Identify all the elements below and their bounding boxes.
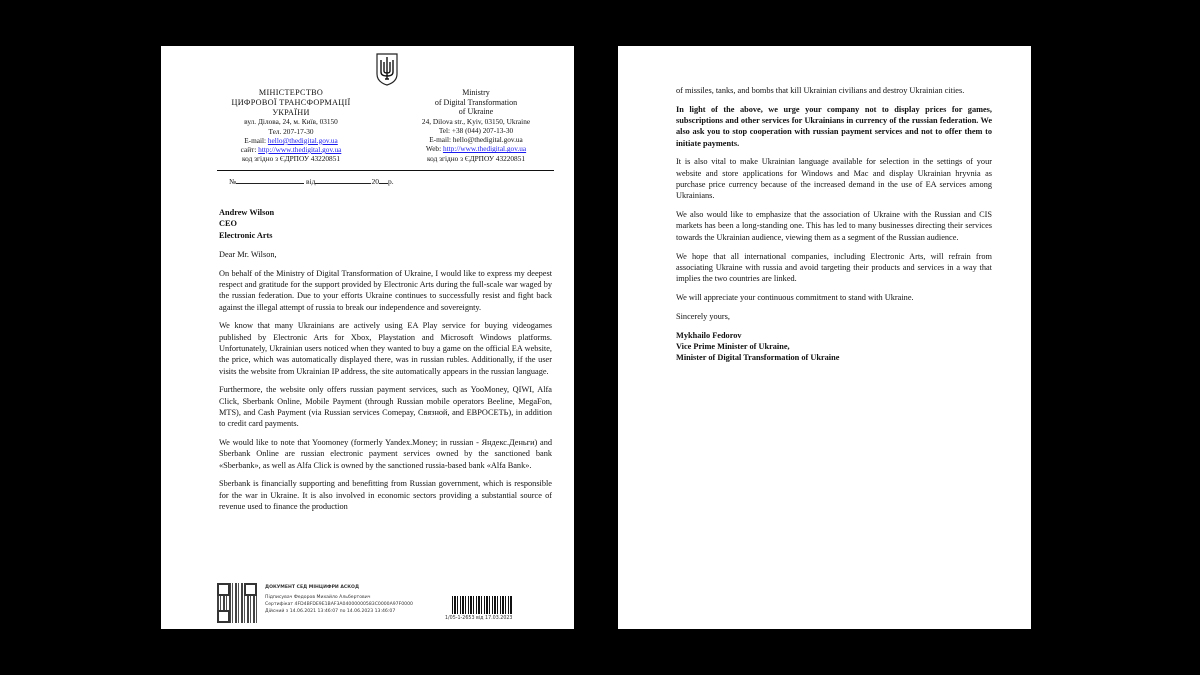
paragraph: We would like to note that Yoomoney (formerly Yandex.Money; in russian - Яндекс.Деньги) and Sberbank Online are russian electronic payment services owned by the sanctioned bank «Sberbank», as well as Alfa Click is owned by the sanctioned russia-based bank «Alfa Bank».: [219, 438, 552, 470]
signer-title: Minister of Digital Transformation of Ukraine: [676, 353, 840, 363]
year-suffix: р.: [387, 177, 394, 186]
org-name-line: МІНІСТЕРСТВО: [258, 88, 324, 97]
paragraph: We also would like to emphasize that the association of Ukraine with the Russian and CIS markets has been a long-standing one. This has led to many businesses directing their services towards the Ukrainian audience, viewing them as a segment of the Russian audience.: [676, 210, 992, 242]
org-name-line: of Ukraine: [458, 107, 494, 117]
email: E-mail: hello@thedigital.gov.ua: [429, 135, 523, 145]
letter-body: [219, 207, 552, 520]
recipient-block: [219, 207, 552, 241]
phone: Тел. 207-17-30: [268, 126, 314, 136]
address: 24, Dilova str., Kyiv, 03150, Ukraine: [421, 116, 531, 126]
qr-finder-mark: [244, 583, 257, 596]
website-link[interactable]: http://www.thedigital.gov.ua: [258, 145, 342, 154]
paragraph: of missiles, tanks, and bombs that kill Ukrainian civilians and destroy Ukrainian cities.: [676, 86, 965, 95]
paragraph: We know that many Ukrainians are actively using EA Play service for buying videogames published by Electronic Arts for Xbox, Playstation and Microsoft Windows platforms. Unfortunately, Ukrainian users noticed when they wanted to buy a game on the official EA website, the price, which was automatically displayed there, was in russian rubles. Additionally, if the user visits the website from Ukrainian IP address, the site automatically appears in the russian language.: [219, 321, 552, 376]
date-blank: [315, 176, 371, 184]
registration-number: 1/05-1-2653 від 17.03.2023: [445, 616, 513, 621]
letter-page-1: [161, 46, 574, 629]
address: вул. Ділова, 24, м. Київ, 03150: [244, 117, 338, 127]
bold-request-paragraph: In light of the above, we urge your company not to display prices for games, subscriptions and other services for Ukrainians in currency of the russian federation. We also ask you to stop cooperation with russian payment services and not to offer them to initiate payments.: [676, 104, 992, 148]
year-blank: [379, 176, 388, 184]
number-blank: [236, 176, 304, 184]
recipient-name: Andrew Wilson: [219, 208, 275, 217]
ukraine-trident-icon: [375, 52, 399, 86]
doc-system-title: ДОКУМЕНТ СЕД МІНЦИФРИ АСКОД: [265, 585, 360, 590]
salutation: Dear Mr. Wilson,: [219, 249, 277, 259]
edrpou-code: код згідно з ЄДРПОУ 43220851: [426, 153, 525, 163]
barcode-icon: [452, 596, 512, 614]
org-name-line: of Digital Transformation: [434, 97, 518, 107]
site-label: сайт:: [240, 145, 259, 154]
e-signature-footer: [217, 582, 557, 624]
from-label: від: [306, 177, 316, 186]
certificate: Сертифікат 4FD4BFDE9E1BAF3A04000000583C0000A97F0000: [265, 602, 413, 607]
org-name-line: УКРАЇНИ: [272, 107, 310, 117]
website-link[interactable]: http://www.thedigital.gov.ua: [442, 144, 527, 154]
org-name-line: Ministry: [462, 88, 490, 97]
registration-line: [229, 176, 394, 186]
signer: Підписувач Федоров Михайло Альбертович: [265, 595, 371, 600]
phone: Tel: +38 (044) 207-13-30: [438, 125, 514, 135]
paragraph: Sberbank is financially supporting and benefitting from Russian government, which is responsible for the war in Ukraine. It is also involved in economic sectors providing a substantial source of revenue used to finance the production: [219, 479, 552, 512]
site-label: Web:: [425, 144, 443, 154]
paragraph: On behalf of the Ministry of Digital Transformation of Ukraine, I would like to express my deepest respect and gratitude for the support provided by Electronic Arts during the full-scale war waged by the russian federation. Due to your efforts Ukraine continues to successfully resist and fight back against the illegal attempt of russia to break our independence and sovereignty.: [219, 268, 552, 312]
site-row: [201, 145, 381, 154]
org-name-line: ЦИФРОВОЇ ТРАНСФОРМАЦІЇ: [231, 97, 351, 107]
closing: Sincerely yours,: [676, 311, 730, 321]
validity: Дійсний з 14.06.2021 13:46:07 по 14.06.2023 13:46:07: [265, 609, 396, 614]
ministry-header-ukrainian: [201, 88, 381, 163]
email-row: [201, 136, 381, 145]
email-link[interactable]: hello@thedigital.gov.ua: [267, 135, 338, 145]
email-label: E-mail:: [244, 135, 268, 145]
signature-block: [676, 330, 992, 364]
year-prefix: 20: [371, 177, 379, 186]
number-label: №: [229, 177, 237, 186]
signature-info: [265, 584, 413, 615]
recipient-company: Electronic Arts: [219, 230, 273, 240]
paragraph: It is also vital to make Ukrainian language available for selection in the settings of your website and store applications for Windows and Mac and display Ukrainian hryvnia as purchase price currency because of the increased demand in the use of EA services among Ukrainians.: [676, 157, 992, 201]
edrpou-code: код згідно з ЄДРПОУ 43220851: [241, 154, 340, 164]
signer-title: Vice Prime Minister of Ukraine,: [676, 341, 790, 351]
letter-body-continued: [676, 85, 992, 371]
site-row: [401, 144, 551, 153]
qr-code-icon: [217, 583, 257, 623]
paragraph: Furthermore, the website only offers russian payment services, such as YooMoney, QIWI, Alfa Click, Sberbank Online, Mobile Payment (through Russian mobile operators Beeline, MegaFon, MTS), and Cash Payment (via Russian services Comepay, Связной, and ЕВРОСЕТЬ), in addition to credit card payments.: [219, 385, 552, 429]
recipient-title: CEO: [219, 219, 237, 229]
letter-page-2: [618, 46, 1031, 629]
paragraph: We hope that all international companies, including Electronic Arts, will refrain from associating Ukraine with russia and avoid targeting their products and services in a way that implies the two countries are linked.: [676, 251, 992, 284]
ministry-header-english: [401, 88, 551, 163]
paragraph: We will appreciate your continuous commitment to stand with Ukraine.: [676, 292, 914, 302]
header-divider: [217, 170, 554, 171]
signer-name: Mykhailo Fedorov: [676, 330, 742, 340]
